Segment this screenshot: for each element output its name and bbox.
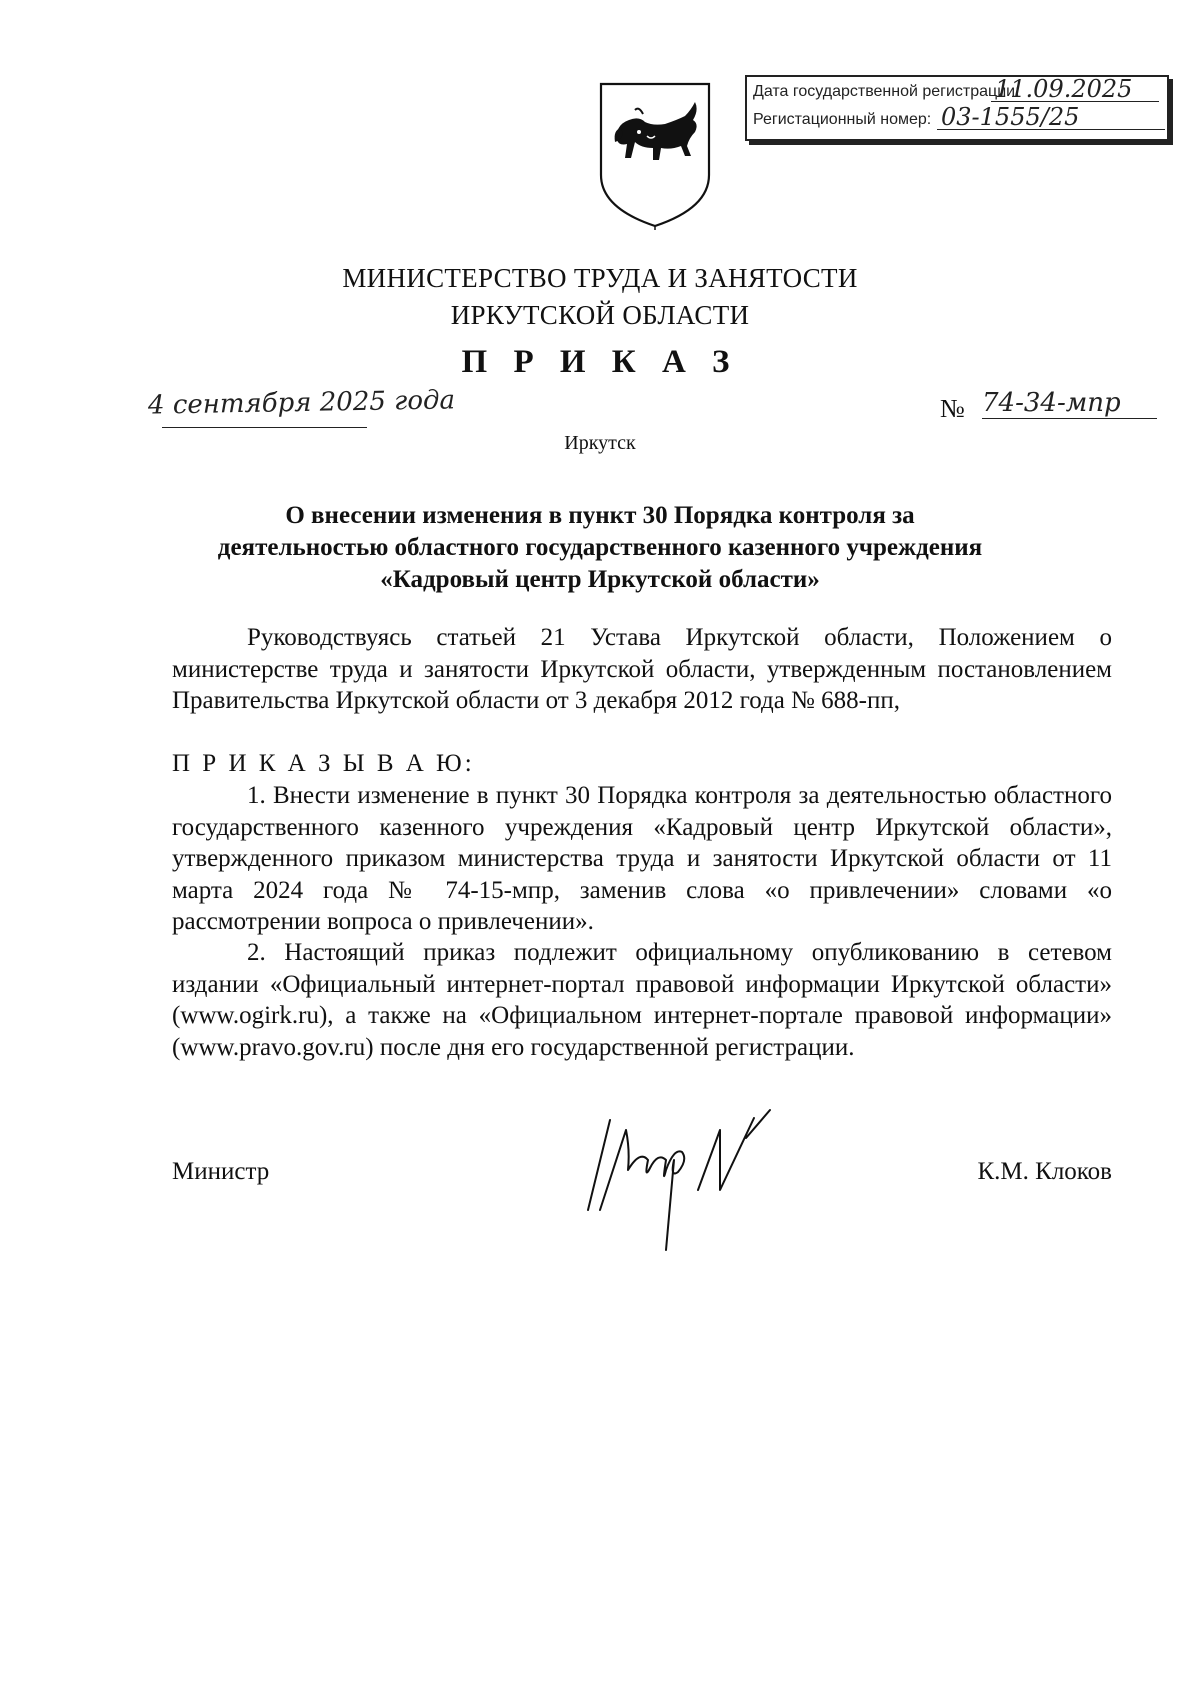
number-value: 74-34-мпр xyxy=(982,388,1157,419)
number-sign: № xyxy=(940,394,965,423)
date-underline xyxy=(162,427,367,428)
document-type-title: П Р И К А З xyxy=(461,344,739,380)
reg-number-label: Регистационный номер: xyxy=(753,111,932,128)
handwritten-signature xyxy=(570,1090,800,1260)
ministry-name-line1: МИНИСТЕРСТВО ТРУДА И ЗАНЯТОСТИ xyxy=(342,263,858,293)
registration-stamp xyxy=(745,75,1169,141)
signer-name: К.М. Клоков xyxy=(977,1158,1112,1185)
reg-date-value: 11.09.2025 xyxy=(991,77,1159,102)
document-heading: О внесении изменения в пункт 30 Порядка контроля за деятельностью областного государственного казенного учреждения «Кадровый центр Иркутской области» xyxy=(217,502,983,593)
preamble-paragraph: Руководствуясь статьей 21 Устава Иркутской области, Положением о министерстве труда и занятости Иркутской области, утвержденным постановлением Правительства Иркутской области от 3 декабря 2012 года № 688-пп, xyxy=(172,624,1112,714)
ministry-name-line2: ИРКУТСКОЙ ОБЛАСТИ xyxy=(450,300,750,330)
document-date: 4 сентября 2025 года xyxy=(147,385,456,421)
order-word: П Р И К А З Ы В А Ю: xyxy=(172,750,475,777)
reg-date-label: Дата государственной регистрации: xyxy=(753,83,1020,100)
coat-of-arms-icon xyxy=(595,80,715,230)
order-item-2: 2. Настоящий приказ подлежит официальному опубликованию в сетевом издании «Официальный интернет-портал правовой информации Иркутской области» (www.ogirk.ru), а также на «Официальном интернет-портале правовой информации» (www.pravo.gov.ru) после дня его государственной регистрации. xyxy=(172,939,1112,1061)
order-item-1: 1. Внести изменение в пункт 30 Порядка контроля за деятельностью областного государственного казенного учреждения «Кадровый центр Иркутской области», утвержденного приказом министерства труда и занятости Иркутской области от 11 марта 2024 года № 74-15-мпр, заменив слова «о привлечении» словами «о рассмотрении вопроса о привлечении». xyxy=(172,782,1112,935)
signer-position: Министр xyxy=(172,1158,270,1185)
reg-number-value: 03-1555/25 xyxy=(937,105,1165,130)
city-name: Иркутск xyxy=(564,432,636,454)
